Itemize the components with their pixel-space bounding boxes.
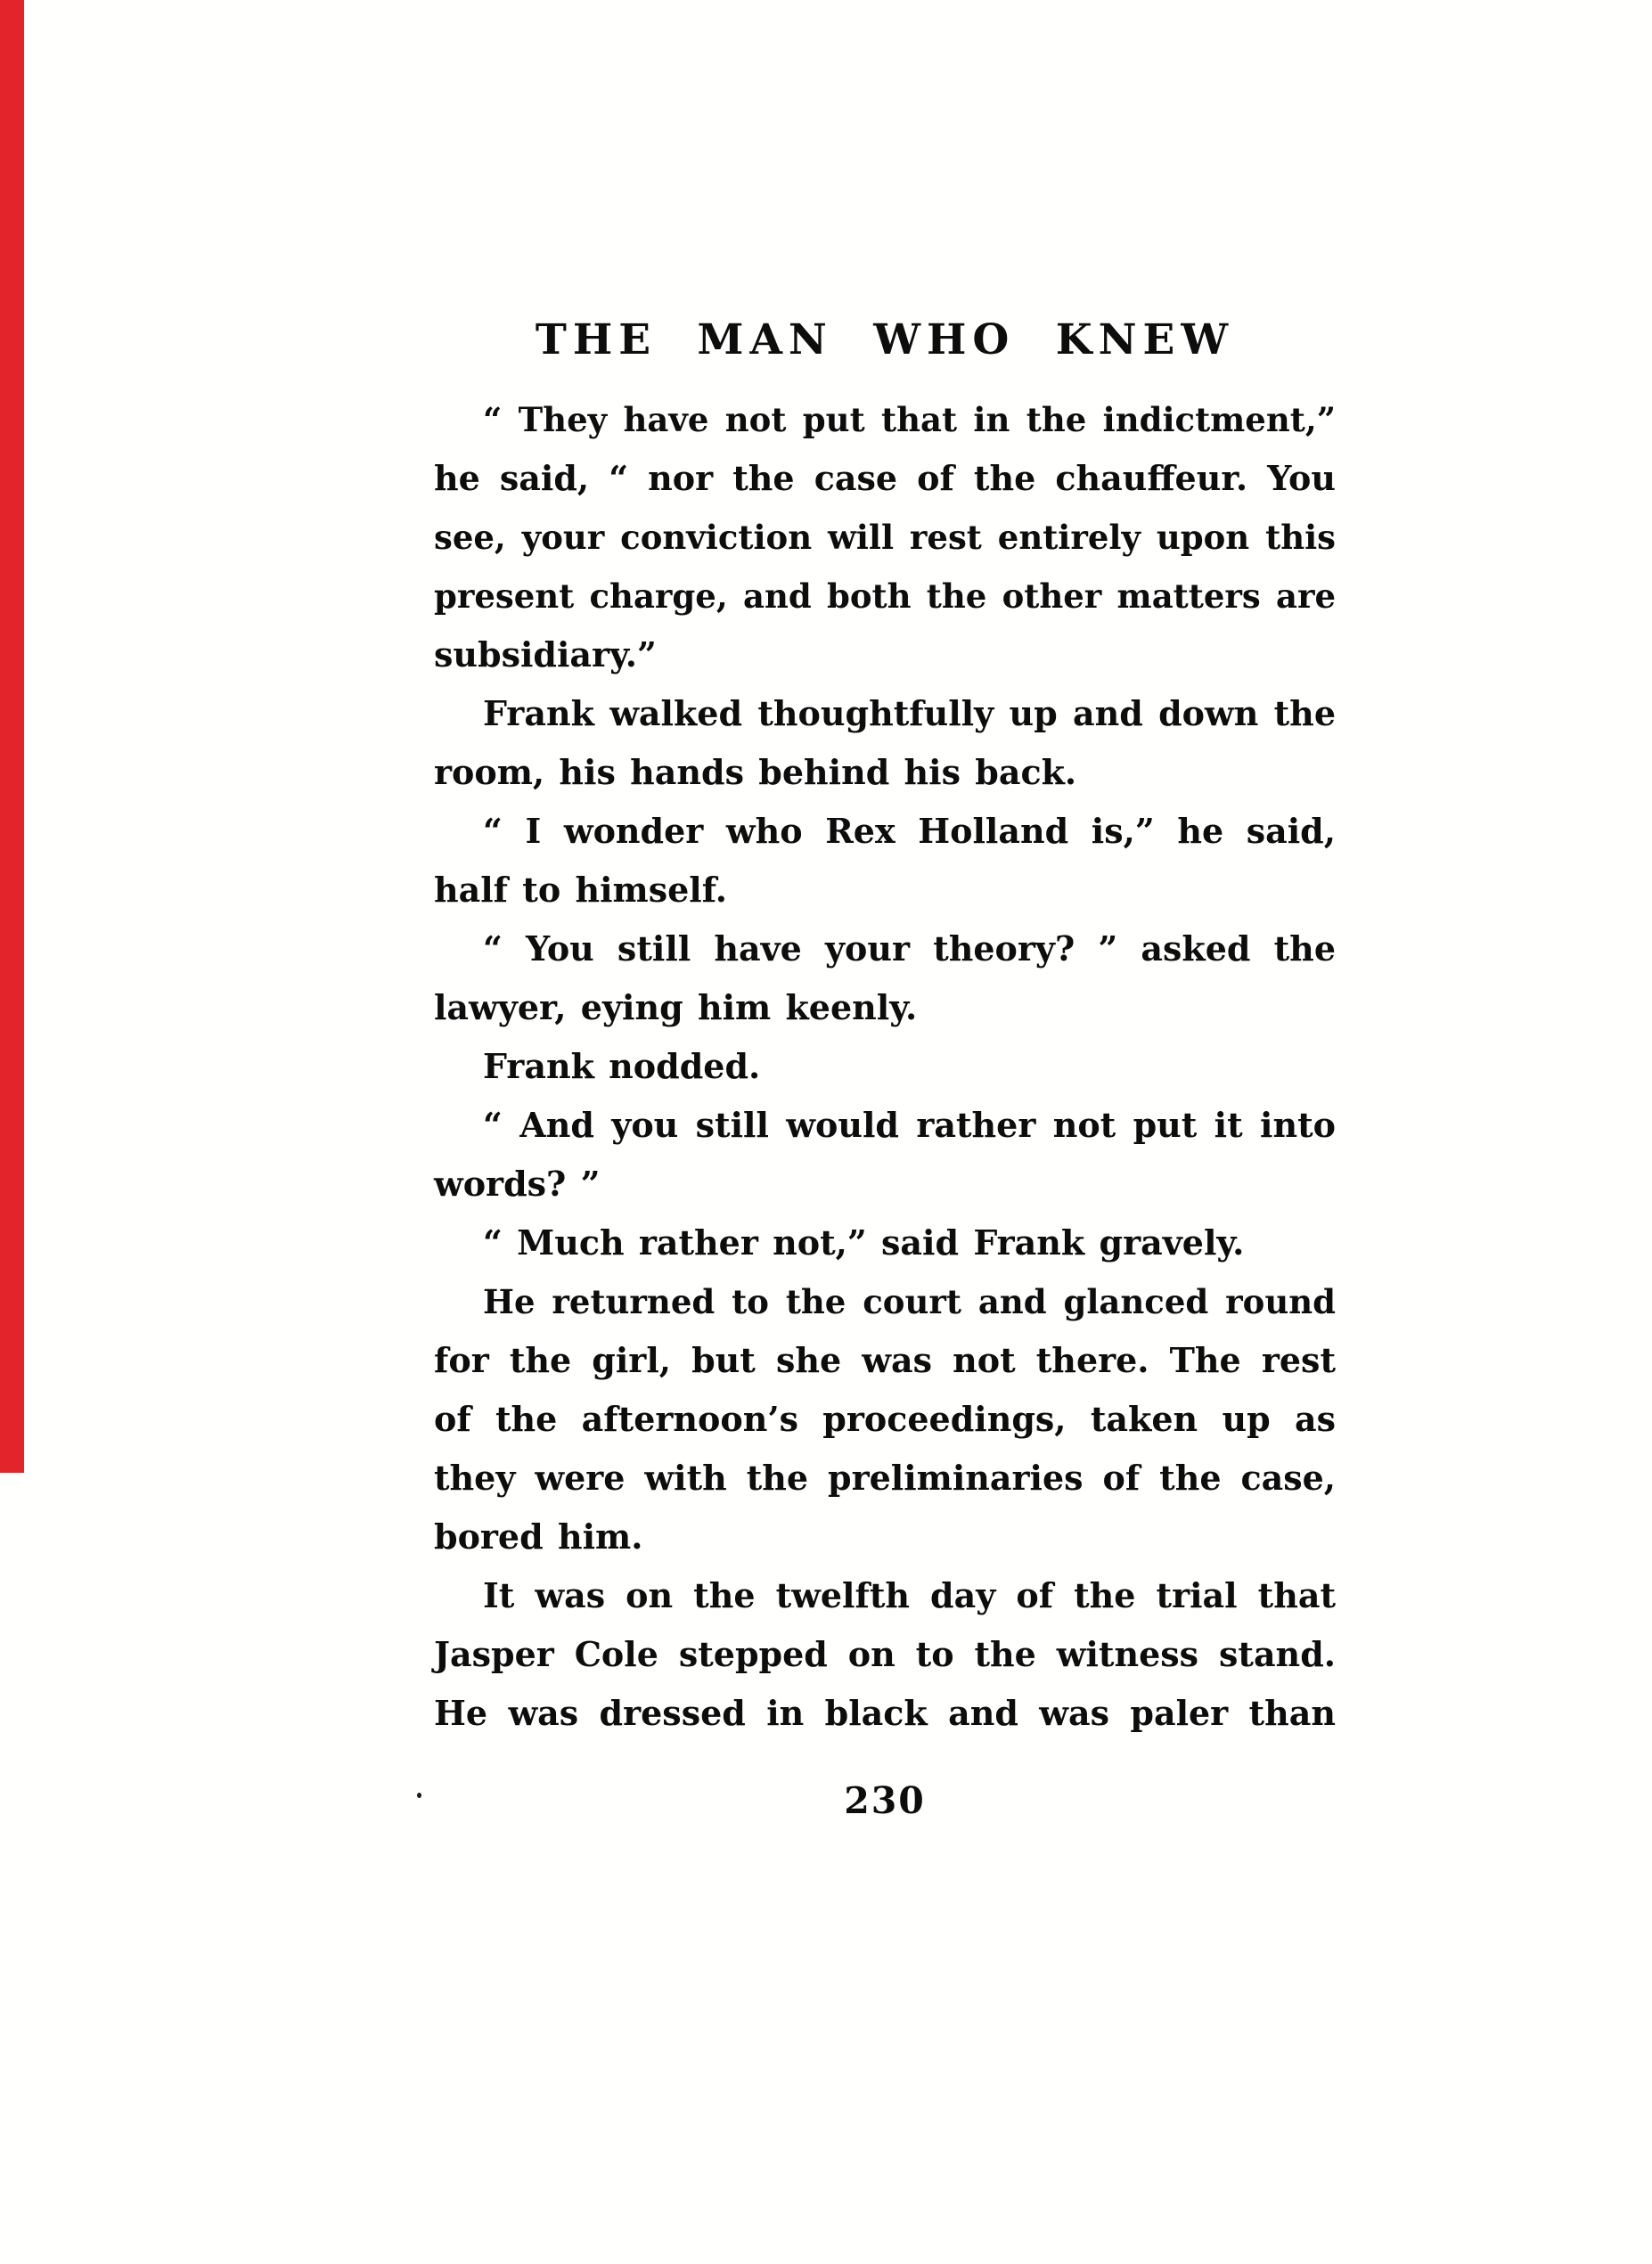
paragraph <box>434 1037 1336 1096</box>
paragraph <box>434 1096 1336 1214</box>
text-line: half to himself. <box>434 870 727 910</box>
paragraph <box>434 919 1336 1037</box>
text-line: he said, “ nor the case of the chauffeur. You <box>434 458 1336 498</box>
text-line: lawyer, eying him keenly. <box>434 987 918 1027</box>
text-line: Jasper Cole stepped on to the witness stand. <box>434 1634 1336 1674</box>
text-line: they were with the preliminaries of the case, <box>434 1458 1336 1498</box>
text-line: He returned to the court and glanced round <box>483 1282 1336 1321</box>
text-line: He was dressed in black and was paler than <box>434 1693 1336 1733</box>
paragraph <box>434 1566 1336 1743</box>
paragraph <box>434 802 1336 919</box>
text-line: words? ” <box>434 1164 601 1204</box>
body-text <box>434 390 1336 1743</box>
paragraph <box>434 1272 1336 1566</box>
paragraph <box>434 684 1336 802</box>
text-line: Frank walked thoughtfully up and down the <box>483 693 1336 733</box>
text-line: It was on the twelfth day of the trial that <box>483 1575 1336 1615</box>
text-line: room, his hands behind his back. <box>434 752 1077 792</box>
text-line: subsidiary.” <box>434 634 657 674</box>
text-line: Frank nodded. <box>483 1046 761 1086</box>
text-line: see, your conviction will rest entirely upon this <box>434 518 1336 557</box>
scan-edge-strip <box>0 0 24 1473</box>
text-line: of the afternoon’s proceedings, taken up as <box>434 1399 1336 1439</box>
text-line: “ You still have your theory? ” asked the <box>483 928 1336 969</box>
ink-speck <box>417 1793 421 1798</box>
paragraph <box>434 1214 1336 1272</box>
running-header: THE MAN WHO KNEW <box>535 315 1235 364</box>
text-line: “ I wonder who Rex Holland is,” he said, <box>483 811 1336 851</box>
text-line: for the girl, but she was not there. The rest <box>434 1340 1336 1380</box>
page-number: 230 <box>844 1779 926 1822</box>
text-line: present charge, and both the other matters are <box>434 576 1336 616</box>
paragraph <box>434 390 1336 684</box>
text-line: bored him. <box>434 1516 643 1557</box>
text-line: “ They have not put that in the indictment,” <box>483 400 1336 439</box>
text-line: “ And you still would rather not put it into <box>483 1105 1336 1145</box>
text-line: “ Much rather not,” said Frank gravely. <box>483 1222 1245 1263</box>
